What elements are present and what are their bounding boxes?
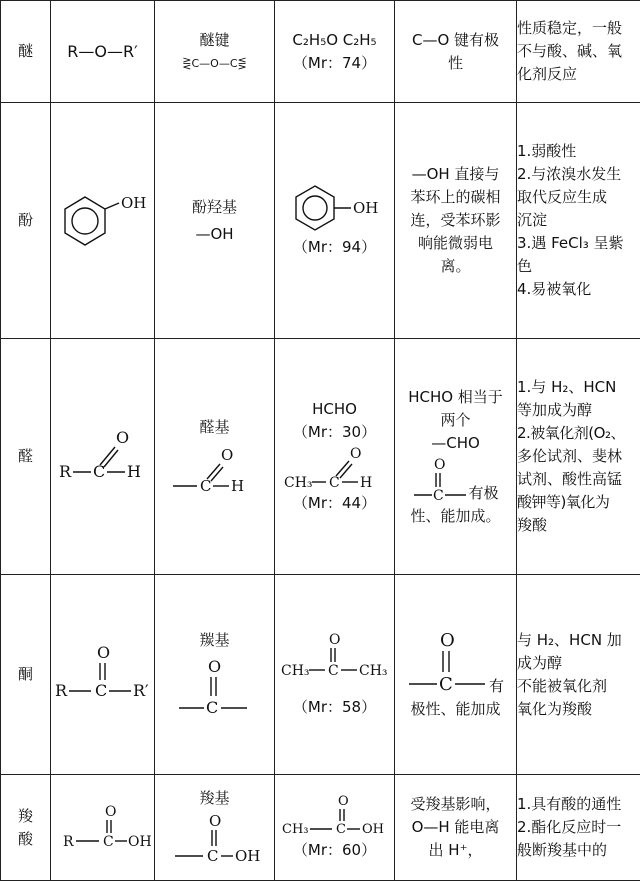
structure-line: 出 H⁺， — [428, 841, 483, 859]
atom-label: CH₃ — [280, 663, 310, 679]
atom-label: C — [328, 475, 340, 491]
atom-label: H — [126, 461, 141, 481]
general-formula-cell — [51, 339, 155, 575]
example-cell — [275, 1, 395, 103]
atom-label: R — [55, 680, 68, 700]
carbonyl-inline — [395, 455, 516, 505]
bond — [105, 203, 119, 209]
property-line: 性质稳定，一般 — [517, 19, 623, 37]
phenol-example-structure — [285, 182, 385, 234]
structure-line: —OH 直接与 — [411, 165, 500, 183]
property-line: 化剂反应 — [517, 65, 578, 83]
atom-label: O — [104, 803, 116, 820]
double-bond — [211, 467, 223, 481]
property-line: 3.遇 FeCl₃ 呈紫 — [517, 234, 624, 252]
acetic-acid-structure — [280, 793, 390, 839]
structure-cell — [395, 775, 517, 881]
atom-label: C — [438, 674, 453, 695]
carbonyl-structure — [412, 455, 468, 505]
general-formula-cell — [51, 575, 155, 775]
example-cell — [275, 339, 395, 575]
acetone-structure — [279, 630, 391, 682]
aldehyde-group-structure — [165, 445, 265, 497]
property-line: 色 — [517, 257, 533, 275]
property-line: 不能被氧化剂 — [517, 676, 608, 695]
group-formula: ⋛C—O—C⋚ — [182, 56, 247, 70]
example-cell — [275, 775, 395, 881]
functional-group-cell — [155, 339, 275, 575]
group-name: 醚键 — [199, 30, 230, 49]
group-name: 醛基 — [199, 418, 230, 436]
atom-label: C — [199, 477, 211, 495]
row-ether — [1, 1, 640, 103]
class-name-cell — [1, 339, 51, 575]
property-line: 试剂、酸性高锰 — [517, 470, 623, 488]
class-name: 酸 — [17, 829, 33, 848]
property-line: 羧酸 — [517, 516, 548, 534]
example-mr: （Mr：74） — [292, 53, 377, 72]
structure-line: 响能微弱电 — [417, 234, 493, 252]
row-phenol — [1, 103, 640, 339]
property-line: 1.弱酸性 — [517, 142, 577, 160]
properties-cell — [517, 1, 640, 103]
atom-label: C — [327, 663, 339, 679]
structure-line: 连，受苯环影 — [410, 211, 501, 229]
property-line: 与 H₂、HCN 加 — [517, 630, 622, 649]
group-name: 酚羟基 — [191, 197, 237, 216]
atom-label: C — [95, 680, 108, 700]
structure-line: —CHO — [431, 433, 480, 452]
property-line: 取代反应生成 — [517, 188, 608, 206]
atom-label: O — [97, 642, 111, 662]
structure-line: 受羧基影响， — [410, 795, 501, 813]
atom-label: O — [115, 427, 129, 447]
general-formula-cell — [51, 1, 155, 103]
class-name: 羧 — [17, 806, 33, 825]
structure-line: 有极 — [468, 483, 499, 502]
row-ketone — [1, 575, 640, 775]
structure-line: 性 — [447, 53, 463, 72]
row-aldehyde — [1, 339, 640, 575]
functional-group-cell — [155, 775, 275, 881]
atom-label: H — [230, 477, 244, 495]
atom-label: CH₃ — [281, 822, 308, 837]
property-line: 氧化为羧酸 — [517, 699, 593, 718]
atom-label: OH — [120, 193, 146, 212]
row-carboxylic-acid — [1, 775, 640, 881]
aromatic-circle — [303, 196, 327, 220]
atom-label: H — [359, 475, 372, 491]
class-name-cell — [1, 1, 51, 103]
atom-label: OH — [352, 199, 378, 217]
class-name-cell — [1, 775, 51, 881]
example-mr: （Mr：30） — [292, 423, 377, 441]
atom-label: C — [433, 487, 445, 504]
atom-label: C — [335, 822, 346, 837]
double-bond — [340, 464, 352, 478]
class-name: 酮 — [17, 665, 33, 683]
group-name: 羰基 — [199, 631, 230, 649]
atom-label: C — [205, 698, 218, 717]
structure-line: O—H 能电离 — [411, 818, 500, 836]
atom-label: OH — [234, 847, 260, 865]
property-line: 1.具有酸的通性 — [517, 795, 622, 813]
example-mr: （Mr：44） — [292, 494, 377, 512]
phenol-structure — [53, 193, 153, 249]
acetaldehyde-structure — [280, 444, 390, 492]
atom-label: CH₃ — [283, 475, 313, 491]
atom-label: OH — [127, 833, 152, 850]
property-line: 4.易被氧化 — [517, 280, 592, 298]
class-name: 醛 — [17, 447, 33, 465]
property-line: 沉淀 — [517, 211, 548, 229]
carbonyl-inline — [395, 628, 516, 698]
property-line: 般断羧基中的 — [517, 841, 608, 859]
functional-group-cell — [155, 575, 275, 775]
atom-label: R — [62, 833, 74, 850]
property-line: 成为醇 — [517, 653, 563, 672]
property-line: 1.与 H₂、HCN — [517, 378, 617, 396]
class-name: 醚 — [17, 42, 33, 60]
class-name-cell — [1, 103, 51, 339]
atom-label: OH — [361, 822, 384, 837]
structure-cell — [395, 1, 517, 103]
group-name: 羧基 — [199, 789, 230, 807]
properties-cell — [517, 575, 640, 775]
atom-label: O — [337, 794, 349, 809]
atom-label: O — [434, 456, 446, 473]
example-mr: （Mr：58） — [292, 698, 377, 716]
property-line: 2.酯化反应时一 — [517, 818, 622, 836]
structure-line: 极性、能加成 — [410, 700, 501, 718]
example-mr: （Mr：60） — [292, 841, 377, 859]
structure-line: 离。 — [440, 257, 471, 275]
general-formula: R—O—R′ — [67, 41, 138, 61]
structure-line: C—O 键有极 — [411, 30, 500, 49]
benzene-ring — [65, 197, 105, 245]
class-name: 酚 — [17, 211, 33, 229]
atom-label: O — [220, 446, 233, 464]
carboxylic-general-structure — [53, 802, 153, 854]
property-line: 2.被氧化剂(O₂、 — [517, 424, 625, 442]
functional-group-cell — [155, 1, 275, 103]
atom-label: R′ — [133, 680, 149, 700]
structure-line: 性、能加成。 — [410, 506, 501, 525]
aromatic-circle — [72, 208, 98, 234]
example-formula: C₂H₅O C₂H₅ — [292, 30, 377, 49]
general-formula-cell — [51, 103, 155, 339]
carboxyl-group-structure — [165, 810, 265, 868]
functional-group-cell — [155, 103, 275, 339]
atom-label: O — [349, 446, 361, 462]
ketone-general-structure — [51, 642, 155, 708]
properties-cell — [517, 775, 640, 881]
atom-label: C — [102, 833, 114, 850]
example-cell — [275, 103, 395, 339]
benzene-ring — [296, 186, 334, 230]
structure-line: 两个 — [440, 410, 471, 429]
property-line: 多伦试剂、斐林 — [517, 447, 623, 465]
example-formula: HCHO — [312, 400, 357, 418]
atom-label: C — [206, 847, 218, 865]
structure-line: HCHO 相当于 — [408, 387, 503, 406]
structure-line: 有 — [488, 677, 504, 695]
aldehyde-general-structure — [53, 427, 153, 487]
atom-label: C — [92, 461, 105, 481]
double-bond — [336, 461, 349, 476]
property-line: 酸钾等)氧化为 — [517, 493, 610, 511]
class-name-cell — [1, 575, 51, 775]
properties-cell — [517, 103, 640, 339]
atom-label: O — [439, 630, 455, 651]
structure-line: 苯环上的碳相 — [410, 188, 501, 206]
structure-cell — [395, 339, 517, 575]
example-mr: （Mr：94） — [292, 238, 377, 256]
carbonyl-structure — [407, 628, 489, 698]
property-line: 等加成为醇 — [517, 401, 593, 419]
carbonyl-group-structure — [175, 656, 255, 720]
property-line: 2.与浓溴水发生 — [517, 165, 622, 183]
atom-label: O — [328, 632, 340, 648]
atom-label: CH₃ — [358, 663, 388, 679]
structure-cell — [395, 103, 517, 339]
atom-label: O — [207, 657, 221, 676]
example-cell — [275, 575, 395, 775]
atom-label: O — [208, 812, 221, 830]
structure-cell — [395, 575, 517, 775]
group-formula: —OH — [195, 224, 234, 243]
properties-cell — [517, 339, 640, 575]
property-line: 不与酸、碱、氧 — [517, 42, 623, 60]
general-formula-cell — [51, 775, 155, 881]
atom-label: R — [58, 461, 71, 481]
